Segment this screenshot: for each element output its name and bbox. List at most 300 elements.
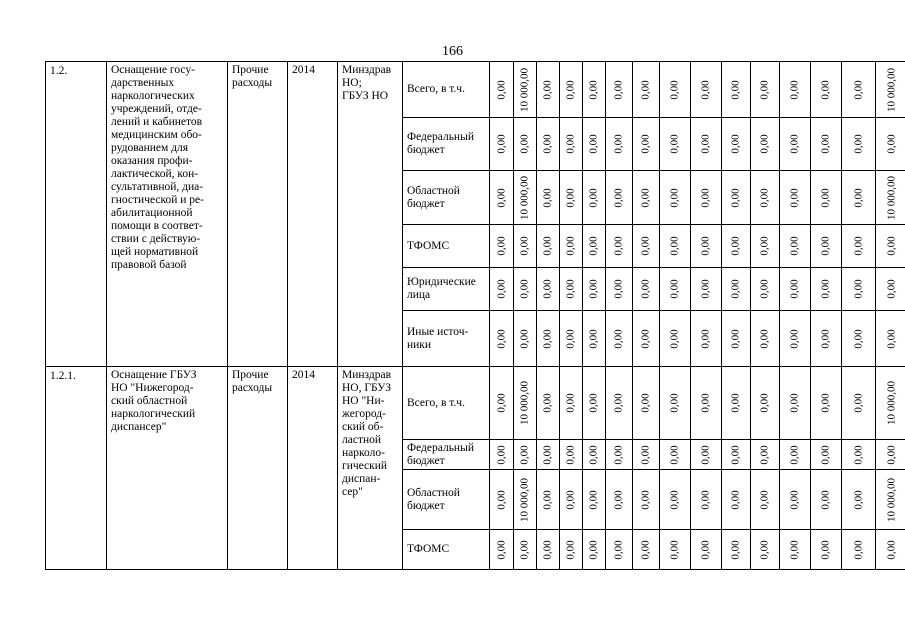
amount-value: 0,00 xyxy=(699,79,712,100)
item-number xyxy=(46,367,107,570)
amount-value: 0,00 xyxy=(541,187,554,208)
amount-value: 10 000,00 xyxy=(518,67,531,112)
amount-cell xyxy=(751,62,780,118)
amount-cell xyxy=(660,470,691,530)
amount-cell xyxy=(514,118,537,171)
amount-cell xyxy=(751,367,780,440)
amount-cell xyxy=(560,311,583,367)
amount-value: 0,00 xyxy=(852,393,864,413)
amount-value: 0,00 xyxy=(541,539,554,560)
amount-value: 0,00 xyxy=(729,539,742,560)
funding-source: ТФОМС xyxy=(403,225,490,268)
amount-value: 0,00 xyxy=(587,187,600,208)
page-number: 166 xyxy=(442,44,463,59)
amount-value: 0,00 xyxy=(729,328,742,349)
amount-value: 0,00 xyxy=(668,236,681,256)
amount-value: 0,00 xyxy=(518,236,531,256)
amount-value: 0,00 xyxy=(699,187,712,208)
item-number xyxy=(46,62,107,367)
amount-value: 0,00 xyxy=(612,328,625,349)
amount-cell xyxy=(560,530,583,570)
amount-cell xyxy=(811,171,842,225)
amount-value: 0,00 xyxy=(758,79,771,100)
amount-value: 0,00 xyxy=(668,79,681,100)
item-name-text: Оснащение госу- дарственных наркологических учреждений, отде- лений и кабинетов медицинским обо- рудованием для оказания профи- лактической, кон- сультативной, диа- гностической и ре- абилитационной помощи в соответ- ствии с действую- щей нормативной правовой базой xyxy=(111,64,204,271)
amount-cell xyxy=(780,311,811,367)
amount-cell xyxy=(537,118,560,171)
amount-cell xyxy=(606,311,633,367)
amount-cell xyxy=(722,268,751,311)
amount-cell xyxy=(722,118,751,171)
amount-value: 0,00 xyxy=(518,279,531,299)
amount-cell xyxy=(583,268,606,311)
funding-source: ТФОМС xyxy=(403,530,490,570)
amount-cell xyxy=(633,470,660,530)
amount-value: 0,00 xyxy=(852,187,864,208)
funding-source: Федеральный бюджет xyxy=(403,118,490,171)
amount-value: 10 000,00 xyxy=(518,381,531,425)
amount-value: 10 000,00 xyxy=(885,67,898,112)
amount-value: 0,00 xyxy=(495,489,507,510)
amount-value: 0,00 xyxy=(564,134,577,154)
amount-cell xyxy=(514,367,537,440)
amount-value: 0,00 xyxy=(668,539,681,560)
amount-value: 0,00 xyxy=(699,393,712,413)
amount-cell xyxy=(811,530,842,570)
amount-value: 0,00 xyxy=(564,539,577,560)
amount-cell xyxy=(583,470,606,530)
amount-cell xyxy=(691,530,722,570)
amount-value: 0,00 xyxy=(612,489,625,510)
amount-value: 0,00 xyxy=(852,444,864,465)
item-name xyxy=(107,367,228,570)
amount-value: 0,00 xyxy=(668,393,681,413)
amount-cell xyxy=(780,171,811,225)
amount-cell xyxy=(751,268,780,311)
amount-cell xyxy=(660,367,691,440)
amount-value: 0,00 xyxy=(612,444,625,465)
amount-cell xyxy=(876,171,905,225)
amount-cell xyxy=(842,171,876,225)
amount-value: 0,00 xyxy=(518,444,531,465)
amount-value: 0,00 xyxy=(639,328,652,349)
amount-value: 0,00 xyxy=(495,539,507,560)
amount-value: 0,00 xyxy=(587,279,600,299)
amount-cell xyxy=(722,530,751,570)
funding-source: Федеральный бюджет xyxy=(403,440,490,470)
amount-value: 0,00 xyxy=(729,444,742,465)
amount-value: 0,00 xyxy=(788,393,801,413)
amount-value: 0,00 xyxy=(819,393,832,413)
amount-cell xyxy=(842,470,876,530)
amount-value: 0,00 xyxy=(729,187,742,208)
amount-cell xyxy=(606,118,633,171)
amount-value: 0,00 xyxy=(612,279,625,299)
item-year xyxy=(288,62,338,367)
amount-value: 0,00 xyxy=(758,236,771,256)
amount-cell xyxy=(537,311,560,367)
amount-value: 0,00 xyxy=(612,393,625,413)
item-name xyxy=(107,62,228,367)
amount-cell xyxy=(490,470,514,530)
amount-value: 10 000,00 xyxy=(885,175,898,220)
amount-cell xyxy=(633,311,660,367)
amount-cell xyxy=(606,62,633,118)
amount-value: 0,00 xyxy=(495,134,507,154)
amount-value: 0,00 xyxy=(518,539,531,560)
expense-type xyxy=(228,367,288,570)
amount-value: 0,00 xyxy=(758,279,771,299)
amount-cell xyxy=(691,225,722,268)
amount-value: 10 000,00 xyxy=(885,477,898,522)
amount-cell xyxy=(514,268,537,311)
amount-cell xyxy=(490,367,514,440)
amount-value: 0,00 xyxy=(699,236,712,256)
amount-cell xyxy=(583,311,606,367)
amount-cell xyxy=(722,62,751,118)
amount-cell xyxy=(537,268,560,311)
amount-cell xyxy=(751,225,780,268)
amount-value: 0,00 xyxy=(729,134,742,154)
amount-value: 0,00 xyxy=(699,279,712,299)
amount-value: 0,00 xyxy=(788,444,801,465)
amount-cell xyxy=(583,225,606,268)
funding-source: Всего, в т.ч. xyxy=(403,367,490,440)
amount-value: 0,00 xyxy=(587,236,600,256)
amount-cell xyxy=(780,367,811,440)
amount-value: 0,00 xyxy=(587,489,600,510)
amount-cell xyxy=(633,62,660,118)
amount-value: 0,00 xyxy=(819,134,832,154)
funding-source: Иные источ-ники xyxy=(403,311,490,367)
amount-value: 0,00 xyxy=(788,279,801,299)
amount-cell xyxy=(876,311,905,367)
amount-cell xyxy=(606,440,633,470)
expense-type-text: Прочие расходы xyxy=(232,64,273,89)
amount-cell xyxy=(751,118,780,171)
amount-value: 10 000,00 xyxy=(518,175,531,220)
amount-cell xyxy=(842,118,876,171)
amount-value: 0,00 xyxy=(668,134,681,154)
amount-value: 0,00 xyxy=(541,236,554,256)
amount-value: 0,00 xyxy=(495,328,507,349)
amount-cell xyxy=(490,530,514,570)
amount-cell xyxy=(633,530,660,570)
amount-cell xyxy=(606,225,633,268)
amount-value: 0,00 xyxy=(788,328,801,349)
amount-value: 0,00 xyxy=(788,79,801,100)
amount-cell xyxy=(751,311,780,367)
amount-value: 10 000,00 xyxy=(885,381,898,425)
item-number-text: 1.2. xyxy=(50,65,68,77)
funding-source: Юридические лица xyxy=(403,268,490,311)
amount-value: 0,00 xyxy=(541,489,554,510)
amount-value: 0,00 xyxy=(564,489,577,510)
amount-value: 0,00 xyxy=(729,489,742,510)
amount-value: 0,00 xyxy=(758,489,771,510)
amount-cell xyxy=(691,440,722,470)
amount-cell xyxy=(537,171,560,225)
amount-cell xyxy=(842,311,876,367)
amount-cell xyxy=(691,268,722,311)
amount-value: 0,00 xyxy=(612,539,625,560)
amount-cell xyxy=(691,171,722,225)
amount-value: 0,00 xyxy=(852,79,864,100)
program-table xyxy=(45,61,905,570)
amount-value: 0,00 xyxy=(852,539,864,560)
amount-cell xyxy=(490,268,514,311)
item-name-text: Оснащение ГБУЗ НО "Нижегород- ский областной наркологический диспансер" xyxy=(111,369,197,433)
amount-value: 0,00 xyxy=(564,393,577,413)
amount-cell xyxy=(660,225,691,268)
amount-value: 0,00 xyxy=(729,279,742,299)
amount-value: 0,00 xyxy=(819,236,832,256)
amount-cell xyxy=(514,225,537,268)
amount-value: 0,00 xyxy=(668,328,681,349)
amount-value: 0,00 xyxy=(699,539,712,560)
amount-cell xyxy=(722,470,751,530)
amount-cell xyxy=(751,530,780,570)
amount-value: 0,00 xyxy=(564,79,577,100)
amount-cell xyxy=(780,530,811,570)
amount-value: 0,00 xyxy=(639,393,652,413)
amount-value: 0,00 xyxy=(852,279,864,299)
amount-value: 0,00 xyxy=(699,489,712,510)
amount-value: 0,00 xyxy=(668,187,681,208)
amount-value: 0,00 xyxy=(587,328,600,349)
amount-cell xyxy=(876,530,905,570)
amount-cell xyxy=(583,530,606,570)
funding-source: Всего, в т.ч. xyxy=(403,62,490,118)
amount-cell xyxy=(780,440,811,470)
amount-cell xyxy=(780,225,811,268)
amount-cell xyxy=(876,62,905,118)
amount-cell xyxy=(560,62,583,118)
amount-cell xyxy=(751,171,780,225)
amount-value: 0,00 xyxy=(495,79,507,100)
amount-value: 0,00 xyxy=(564,236,577,256)
amount-value: 0,00 xyxy=(639,539,652,560)
amount-cell xyxy=(514,311,537,367)
amount-cell xyxy=(780,470,811,530)
amount-cell xyxy=(691,118,722,171)
amount-cell xyxy=(583,440,606,470)
amount-value: 0,00 xyxy=(495,236,507,256)
amount-value: 0,00 xyxy=(699,328,712,349)
amount-cell xyxy=(691,470,722,530)
amount-cell xyxy=(633,171,660,225)
amount-cell xyxy=(514,530,537,570)
amount-value: 0,00 xyxy=(852,489,864,510)
amount-cell xyxy=(876,470,905,530)
amount-cell xyxy=(876,440,905,470)
amount-cell xyxy=(842,268,876,311)
amount-cell xyxy=(842,62,876,118)
amount-cell xyxy=(811,311,842,367)
amount-cell xyxy=(842,440,876,470)
item-year-text: 2014 xyxy=(292,64,315,76)
amount-value: 0,00 xyxy=(541,444,554,465)
amount-cell xyxy=(606,530,633,570)
amount-value: 0,00 xyxy=(819,79,832,100)
amount-value: 0,00 xyxy=(852,328,864,349)
amount-cell xyxy=(780,268,811,311)
amount-value: 10 000,00 xyxy=(518,477,531,522)
amount-value: 0,00 xyxy=(639,79,652,100)
amount-cell xyxy=(660,118,691,171)
amount-cell xyxy=(722,311,751,367)
amount-value: 0,00 xyxy=(885,444,898,465)
expense-type xyxy=(228,62,288,367)
amount-cell xyxy=(537,225,560,268)
amount-value: 0,00 xyxy=(819,187,832,208)
amount-value: 0,00 xyxy=(699,134,712,154)
amount-value: 0,00 xyxy=(541,393,554,413)
amount-cell xyxy=(842,225,876,268)
amount-cell xyxy=(691,62,722,118)
amount-cell xyxy=(583,62,606,118)
amount-value: 0,00 xyxy=(668,444,681,465)
amount-value: 0,00 xyxy=(518,134,531,154)
amount-value: 0,00 xyxy=(819,444,832,465)
amount-cell xyxy=(490,171,514,225)
amount-cell xyxy=(514,440,537,470)
amount-value: 0,00 xyxy=(758,444,771,465)
amount-value: 0,00 xyxy=(639,489,652,510)
amount-cell xyxy=(842,367,876,440)
amount-cell xyxy=(560,440,583,470)
amount-value: 0,00 xyxy=(612,134,625,154)
amount-value: 0,00 xyxy=(495,187,507,208)
amount-value: 0,00 xyxy=(564,444,577,465)
amount-value: 0,00 xyxy=(612,187,625,208)
amount-cell xyxy=(722,367,751,440)
amount-cell xyxy=(633,118,660,171)
amount-value: 0,00 xyxy=(885,279,898,299)
amount-cell xyxy=(691,311,722,367)
amount-value: 0,00 xyxy=(668,489,681,510)
amount-cell xyxy=(537,440,560,470)
item-executor xyxy=(338,367,403,570)
amount-cell xyxy=(842,530,876,570)
amount-cell xyxy=(811,118,842,171)
amount-cell xyxy=(560,118,583,171)
amount-value: 0,00 xyxy=(495,279,507,299)
amount-cell xyxy=(722,440,751,470)
amount-value: 0,00 xyxy=(564,279,577,299)
amount-value: 0,00 xyxy=(564,187,577,208)
amount-value: 0,00 xyxy=(541,134,554,154)
funding-source: Областной бюджет xyxy=(403,470,490,530)
amount-cell xyxy=(811,367,842,440)
amount-value: 0,00 xyxy=(819,279,832,299)
amount-cell xyxy=(751,470,780,530)
amount-value: 0,00 xyxy=(788,489,801,510)
amount-value: 0,00 xyxy=(495,444,507,465)
amount-cell xyxy=(633,367,660,440)
amount-cell xyxy=(780,62,811,118)
funding-source: Областной бюджет xyxy=(403,171,490,225)
amount-value: 0,00 xyxy=(758,187,771,208)
amount-cell xyxy=(811,225,842,268)
amount-value: 0,00 xyxy=(788,539,801,560)
amount-value: 0,00 xyxy=(639,444,652,465)
amount-cell xyxy=(811,440,842,470)
amount-value: 0,00 xyxy=(852,236,864,256)
expense-type-text: Прочие расходы xyxy=(232,369,273,394)
item-year-text: 2014 xyxy=(292,369,315,381)
amount-value: 0,00 xyxy=(587,134,600,154)
amount-value: 0,00 xyxy=(729,393,742,413)
amount-cell xyxy=(722,225,751,268)
amount-value: 0,00 xyxy=(758,539,771,560)
item-executor xyxy=(338,62,403,367)
table-row xyxy=(46,367,905,440)
amount-value: 0,00 xyxy=(729,236,742,256)
amount-cell xyxy=(583,118,606,171)
amount-cell xyxy=(780,118,811,171)
amount-cell xyxy=(537,530,560,570)
amount-value: 0,00 xyxy=(639,134,652,154)
amount-cell xyxy=(490,225,514,268)
amount-value: 0,00 xyxy=(587,444,600,465)
amount-cell xyxy=(514,62,537,118)
amount-value: 0,00 xyxy=(668,279,681,299)
amount-cell xyxy=(876,225,905,268)
amount-value: 0,00 xyxy=(495,393,507,413)
amount-value: 0,00 xyxy=(541,79,554,100)
item-year xyxy=(288,367,338,570)
amount-cell xyxy=(811,62,842,118)
amount-value: 0,00 xyxy=(885,539,898,560)
amount-value: 0,00 xyxy=(819,489,832,510)
amount-cell xyxy=(537,470,560,530)
item-number-text: 1.2.1. xyxy=(50,370,76,382)
amount-value: 0,00 xyxy=(758,393,771,413)
amount-value: 0,00 xyxy=(587,539,600,560)
item-executor-text: Минздрав НО, ГБУЗ НО "Ни- жегород- ский об- ластной нарколо- гический диспан- сер" xyxy=(342,369,392,498)
amount-cell xyxy=(490,62,514,118)
amount-cell xyxy=(560,367,583,440)
amount-cell xyxy=(490,440,514,470)
amount-value: 0,00 xyxy=(758,328,771,349)
amount-cell xyxy=(876,268,905,311)
amount-cell xyxy=(583,171,606,225)
amount-cell xyxy=(514,470,537,530)
amount-value: 0,00 xyxy=(639,236,652,256)
amount-value: 0,00 xyxy=(587,79,600,100)
amount-cell xyxy=(660,440,691,470)
amount-cell xyxy=(660,268,691,311)
amount-cell xyxy=(583,367,606,440)
amount-value: 0,00 xyxy=(612,236,625,256)
amount-cell xyxy=(876,367,905,440)
amount-cell xyxy=(537,62,560,118)
item-executor-text: Минздрав НО; ГБУЗ НО xyxy=(342,64,392,102)
amount-value: 0,00 xyxy=(541,279,554,299)
amount-value: 0,00 xyxy=(788,187,801,208)
amount-value: 0,00 xyxy=(699,444,712,465)
amount-cell xyxy=(722,171,751,225)
amount-cell xyxy=(876,118,905,171)
amount-cell xyxy=(514,171,537,225)
amount-cell xyxy=(560,225,583,268)
amount-value: 0,00 xyxy=(639,187,652,208)
amount-value: 0,00 xyxy=(885,236,898,256)
amount-cell xyxy=(751,440,780,470)
amount-cell xyxy=(660,62,691,118)
amount-value: 0,00 xyxy=(819,539,832,560)
